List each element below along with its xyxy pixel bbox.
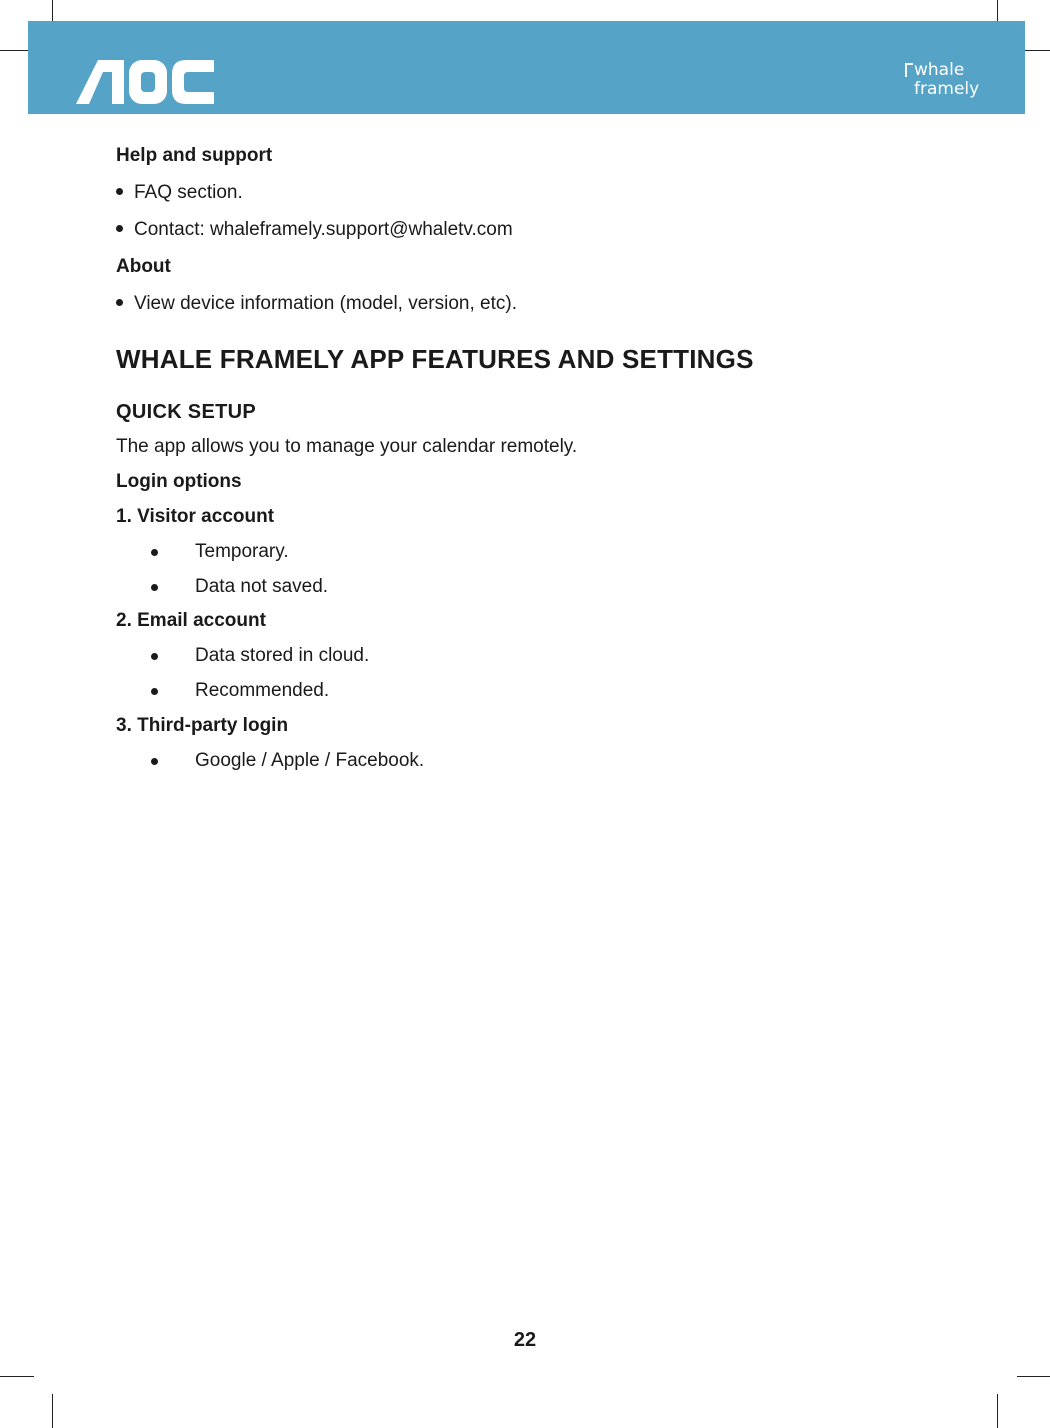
list-item <box>116 219 513 241</box>
crop-mark <box>997 1394 998 1428</box>
option-title: 1. Visitor account <box>116 506 275 527</box>
quick-setup-intro: The app allows you to manage your calendar remotely. <box>116 436 578 457</box>
bullet-icon <box>151 549 158 556</box>
whale-framely-logo: whale framely <box>905 61 979 99</box>
bullet-icon <box>116 188 123 195</box>
crop-mark <box>0 1376 34 1377</box>
list-item: View device information (model, version, etc). <box>116 293 517 315</box>
about-heading: About <box>116 256 171 277</box>
option-title: 3. Third-party login <box>116 715 289 736</box>
bullet-icon <box>116 299 123 306</box>
aoc-logo <box>76 58 216 106</box>
crop-mark <box>52 1394 53 1428</box>
section-title: WHALE FRAMELY APP FEATURES AND SETTINGS <box>116 344 754 374</box>
crop-mark <box>1017 1376 1050 1377</box>
login-options-heading: Login options <box>116 471 242 492</box>
help-heading: Help and support <box>116 145 273 166</box>
page-number: 22 <box>513 1329 537 1351</box>
bullet-icon <box>151 758 158 765</box>
list-item: FAQ section. <box>116 182 243 204</box>
quick-setup-heading: QUICK SETUP <box>116 401 256 423</box>
bullet-icon <box>151 653 158 660</box>
support-email-link[interactable]: Contact: whaleframely.support@whaletv.com <box>134 219 513 240</box>
bullet-icon <box>151 688 158 695</box>
bullet-icon <box>151 584 158 591</box>
bullet-icon <box>116 225 123 232</box>
option-title: 2. Email account <box>116 610 266 631</box>
header-band <box>28 21 1025 114</box>
